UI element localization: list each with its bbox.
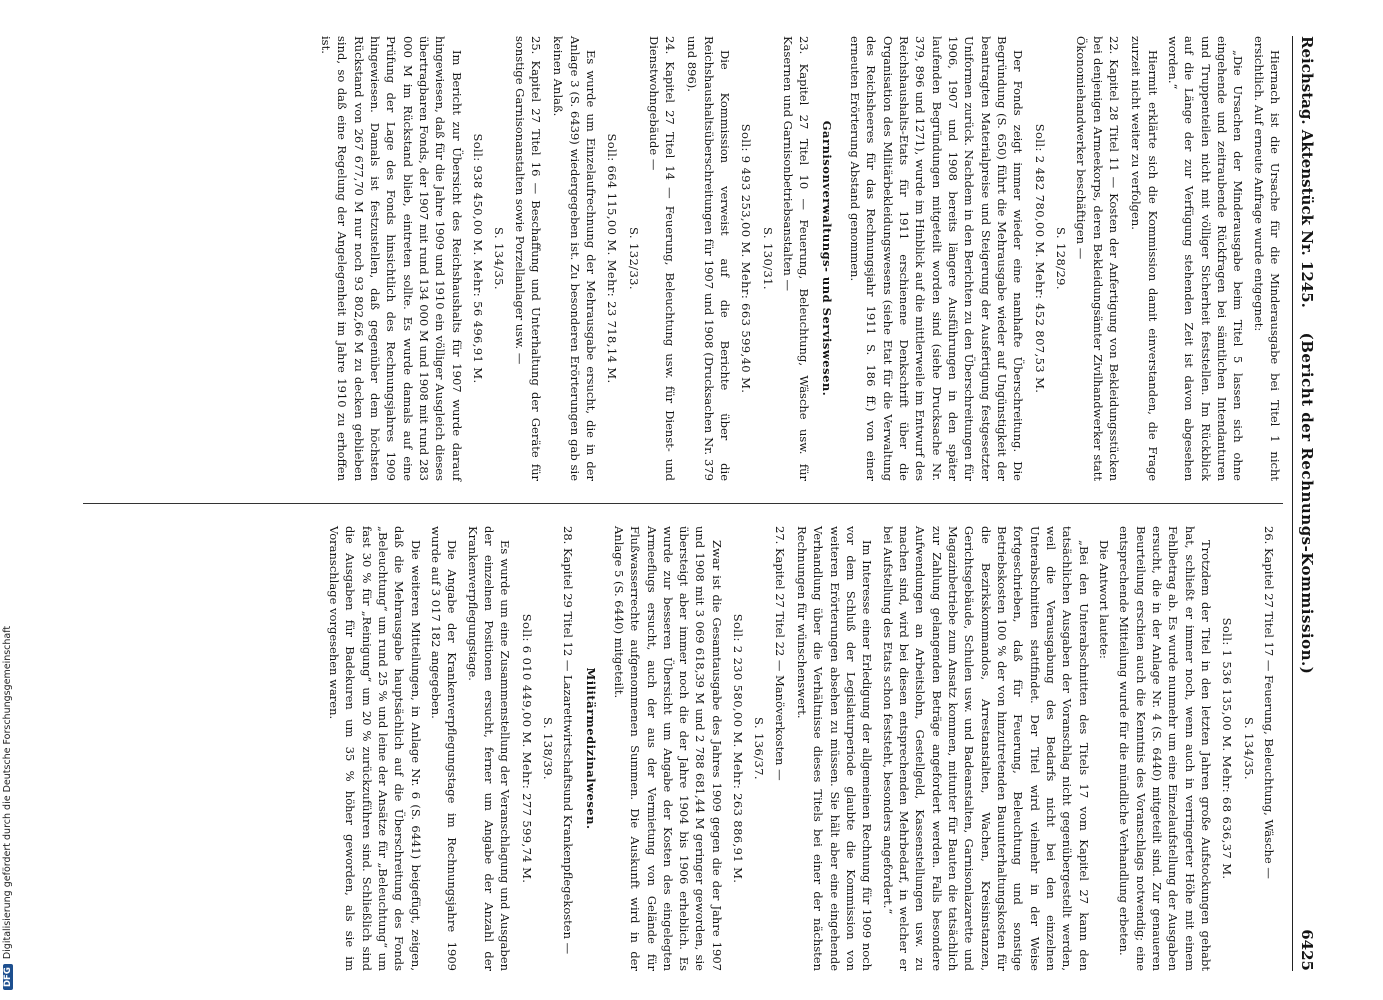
paragraph: Die weiteren Mitteilungen, in Anlage Nr. 6 (S. 6441) beigefügt, zeigen, daß die Mehrausgabe hauptsächlich auf die Überschreitung des Fonds „Beleuchtung“ um rund 25 % und leine der Ansätze für „Beleuchtung“ um fast 30 % für „Reinigung“ um 20 % zurückzuführen sind. Schließlich sind die Ausgaben für Badekuren um 35 % höher geworden, als sie im Voranschlage vorgesehen waren.	[326, 526, 423, 971]
section-soll-line: Soll: 2 230 580,00 M. Mehr: 263 886,91 M.	[731, 613, 746, 884]
paragraph: Der Fonds zeigt immer wieder eine namhafte Überschreitung. Die Begründung (S. 650) führt die Mehrausgabe wieder auf Ungünstigkeit der beantragten Materialpreise und Steigerung der Ausfertigung festgesetzter Uniformen zurück. Nachdem in den Berichten zu den Überschreitungen für 1906, 1907 und 1908 bereits längere Ausführungen in den später laufenden Begründungen mitgeteilt worden sind (siehe Drucksache Nr. 379, 896 und 1271), wurde im Hinblick auf die mittlerweile im Entwurf des Reichshaushalts-Etats für 1911 erschienene Denkschrift über die Organisation des Militärbekleidungswesens (siehe Etat für die Verwaltung des Reichsheeres für das Rechnungsjahr 1911 S. 186 ff.) von einer erneuten Erörterung Abstand genommen.	[848, 36, 1026, 481]
paragraph: Zwar ist die Gesamtausgabe des Jahres 1909 gegen die der Jahre 1907 und 1908 mit 3 069 618,39 M und 2 788 681,44 M geringer geworden, sie übersteigt aber immer noch die der Jahre 1904 bis 1906 erheblich. Es wurde zur besseren Übersicht um Angabe der Kosten des eingelegten Armeeflugs ersucht, auch der aus der Vermietung von Gelände für Flußwasserrechte aufgenommenen Summen. Die Auskunft wird in der Anlage 5 (S. 6440) mitgeteilt.	[611, 526, 724, 971]
paragraph: Es wurde um Einzelaufrechnung der Mehrausgabe ersucht, die in der Anlage 3 (S. 6439) wiedergegeben ist. Zu besonderen Erörterungen gab sie keinen Anlaß.	[551, 36, 598, 481]
page-number: 6425	[1298, 929, 1316, 971]
quoted-paragraph: „Bei den Unterabschnitten des Titels 17 vom Kapitel 27 kann den tatsächlichen Ausgaben der Voranschlag nicht gegenübergestellt werden, weil die Verausgabung des Bedarfs nicht bei den einzelnen Unterabschnitten stattfindet. Der Titel wird vielmehr in der Weise fortgeschrieben, daß für Feuerung, Beleuchtung und sonstige Betriebskosten 100 % der von hinzutretenden Bauunterhaltungskosten für die Bezirkskommandos, Arrestanstalten, Wachen, Kreisinstanzen, Gerichtsgebäude, Schulen usw. und Badeanstalten, Garnisonlazarette und Magazinbetriebe zum Ansatz kommen, mitunter für Bauten die tatsächlich zur Zahlung gelangenden Beträge angefordert werden. Falls besondere Aufwendungen an Arbeitslohn, Gestellgeld, Kassenstellungen usw. zu machen sind, wird bei diesen entsprechenden Mehrbedarf, in welcher er bei Aufstellung des Etats schon feststeht, besonders angefordert.“	[880, 526, 1091, 971]
column-divider	[83, 503, 1283, 504]
section-soll-line: Soll: 2 482 780,00 M. Mehr: 452 807,53 M.	[1032, 123, 1047, 394]
section-soll-line: Soll: 938 450,00 M. Mehr: 56 496,91 M.	[470, 133, 485, 384]
section-soll-line: Soll: 6 010 449,00 M. Mehr: 277 599,74 M.	[519, 613, 534, 884]
digitization-credit	[2, 626, 13, 990]
header-left: Reichstag. Aktenstück Nr. 1245.	[1298, 36, 1316, 308]
right-column	[322, 526, 1283, 971]
section-soll-line: Soll: 9 493 253,00 M. Mehr: 663 599,40 M.	[739, 123, 754, 394]
section-soll-line: Soll: 664 115,00 M. Mehr: 23 718,14 M.	[605, 133, 620, 384]
section-title-25: 25. Kapitel 27 Titel 16 — Beschaffung und Unterhaltung der Geräte für sonstige Garnisonanstalten sowie Porzellanlager usw. —	[512, 36, 543, 481]
paragraph: Die Kommission verweist auf die Berichte über die Reichshaushaltsüberschreitungen für 1907 und 1908 (Drucksachen Nr. 379 und 896).	[685, 36, 733, 481]
page-header	[1291, 36, 1317, 971]
paragraph: Die Angabe der Krankenverpflegungstage im Rechnungsjahre 1909 wurde auf 3 017 182 angegeben.	[428, 526, 460, 971]
section-heading: Militärmedizinalwesen.	[583, 667, 598, 830]
dfg-logo-icon: DFG	[3, 964, 13, 990]
section-page-ref: S. 132/33.	[626, 227, 641, 290]
rotated-document-sheet	[67, 36, 1317, 971]
section-page-ref: S. 138/39.	[540, 717, 555, 780]
section-soll-line: Soll: 1 536 135,00 M. Mehr: 68 636,37 M.	[1220, 617, 1235, 880]
section-title-28: 28. Kapitel 29 Titel 12 — Lazarettwirtschaftsund Krankenpflegekosten —	[561, 526, 576, 955]
paragraph: Die Antwort lautete:	[1097, 540, 1112, 659]
paragraph: Hiermit erklärte sich die Kommission damit einverstanden, die Frage zurzeit nicht weiter zu verfolgen.	[1129, 36, 1160, 481]
section-page-ref: S. 128/29.	[1054, 227, 1069, 290]
section-title-23: 23. Kapitel 27 Titel 10 — Feuerung, Beleuchtung, Wäsche usw. für Kasernen und Garnisonbetriebsanstalten —	[781, 36, 812, 481]
paragraph: Es wurde um eine Zusammenstellung der Veranschlagung und Ausgaben der einzelnen Positionen ersucht, ferner um Angabe der Anzahl der Krankenverpflegungstage.	[465, 526, 513, 971]
quoted-paragraph: „Die Ursachen der Minderausgabe beim Titel 5 lassen sich ohne eingehende und zeitraubende Rückfragen bei sämtlichen Intendanturen und Truppenteilen nicht mit völliger Sicherheit feststellen. Im Rückblick auf die Länge der zur Verfügung stehenden Zeit ist davon abgesehen worden.“	[1166, 36, 1246, 481]
section-page-ref: S. 130/31.	[760, 227, 775, 290]
paragraph: Im Interesse einer Erledigung der allgemeinen Rechnung für 1909 noch vor dem Schluß der Legislaturperiode glaubte die Kommission von weiteren Erörterungen absehen zu müssen. Sie hält aber eine eingehende Verhandlung über die Verhältnisse dieses Titels bei einer der nächsten Rechnungen für wünschenswert.	[795, 526, 875, 971]
section-title-27: 27. Kapitel 27 Titel 22 — Manöverkosten —	[772, 526, 787, 781]
section-title-24: 24. Kapitel 27 Titel 14 — Feuerung, Beleuchtung usw. für Dienst- und Dienstwohngebäude —	[646, 36, 678, 481]
section-page-ref: S. 134/35.	[1241, 717, 1256, 780]
section-title-22: 22. Kapitel 28 Titel 11 — Kosten der Anfertigung von Bekleidungsstücken bei denjenigen Armeekorps, deren Bekleidungsämter Zivilhandwerker statt Ökonomiehandwerker beschäftigen —	[1074, 36, 1122, 481]
paragraph: Hiernach ist die Ursache für die Minderausgabe bei Titel 1 nicht ersichtlich. Auf erneute Anfrage wurde entgegnet:	[1251, 36, 1282, 481]
paragraph: Im Bericht zur Übersicht des Reichshaushalts für 1907 wurde darauf hingewiesen, daß für die Jahre 1909 und 1910 ein völliger Ausgleich dieses übertragbaren Fonds, der 1907 mit rund 134 000 M und 1908 mit rund 283 000 M im Rückstand blieb, eintreten sollte. Es wurde damals auf eine Prüfung der Lage des Fonds hinsichtlich des Rechnungsjahres 1909 hingewiesen. Damals ist festzustellen, daß gegenüber dem höchsten Rückstand von 267 677,70 M nur noch 93 802,66 M zu decken geblieben sind, so daß eine Regelung der Angelegenheit im Jahre 1910 zu erhoffen ist.	[318, 36, 464, 481]
section-page-ref: S. 134/35.	[492, 227, 507, 290]
paragraph: Trotzdem der Titel in den letzten Jahren große Aufstockungen gehabt hat, schließt er immer noch, wenn auch in verringerter Höhe mit einem Fehlbetrag ab. Es wurde nunmehr um eine Einzelaufstellung der Ausgaben ersucht, die in der Anlage Nr. 4 (S. 6440) mitgeteilt sind. Zur genaueren Beurteilung erschien auch die Kenntnis des Voranschlags notwendig; eine entsprechende Mitteilung wurde für die mündliche Verhandlung erbeten.	[1117, 526, 1214, 971]
section-heading: Garnisonverwaltungs- und Serviswesen.	[819, 120, 834, 397]
section-title-26: 26. Kapitel 27 Titel 17 — Feuerung, Beleuchtung, Wäsche —	[1262, 526, 1276, 879]
section-page-ref: S. 136/37.	[752, 717, 767, 780]
header-title: (Bericht der Rechnungs-Kommission.)	[1298, 332, 1316, 675]
digitization-credit-strip	[0, 0, 16, 1000]
credit-text: Digitalisierung gefördert durch die Deutsche Forschungsgemeinschaft	[2, 625, 13, 960]
left-column	[314, 36, 1283, 481]
header-rule	[1292, 36, 1293, 971]
